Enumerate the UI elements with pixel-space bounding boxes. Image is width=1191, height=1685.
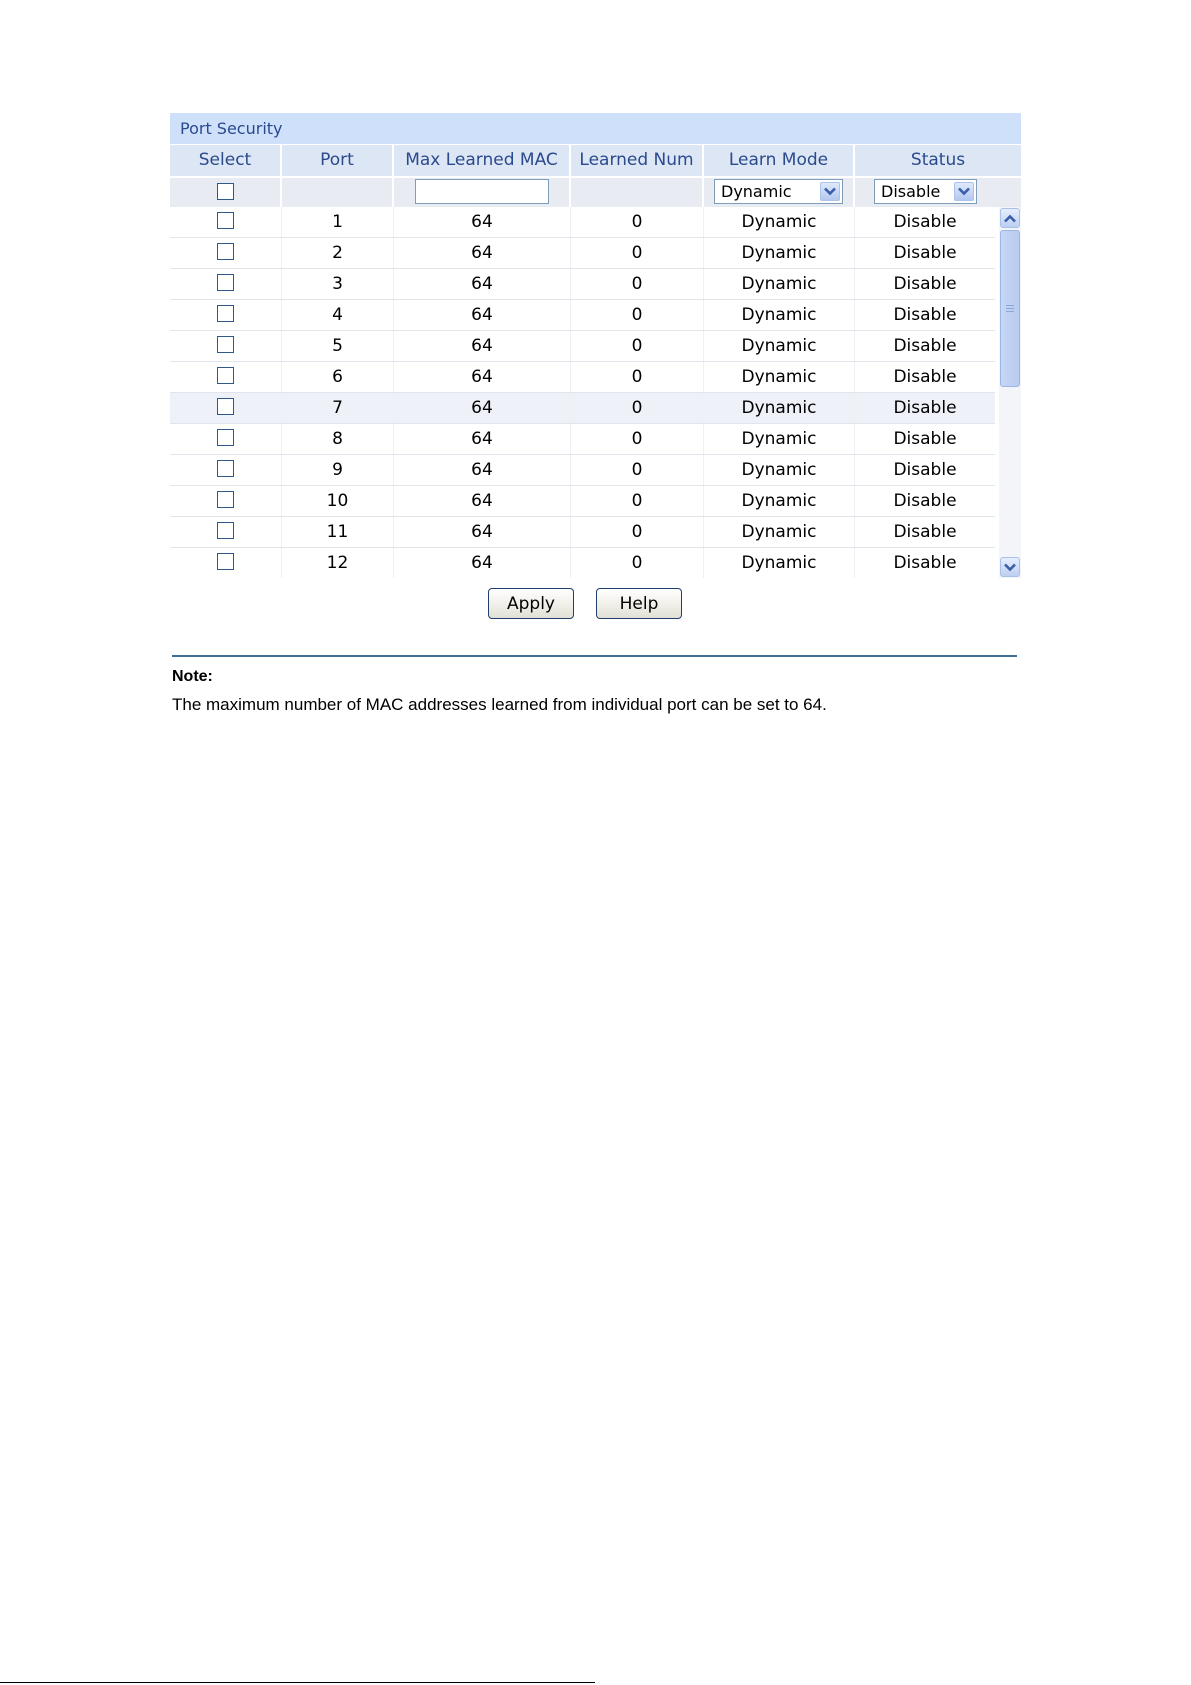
table-row[interactable] xyxy=(170,393,995,424)
status-cell: Disable xyxy=(893,460,957,480)
chevron-down-icon xyxy=(1004,563,1016,572)
port-cell: 4 xyxy=(282,300,394,330)
learn-mode-cell: Dynamic xyxy=(704,269,855,299)
table-row[interactable] xyxy=(170,424,995,455)
status-cell: Disable xyxy=(893,274,957,294)
max-learned-mac-cell: 64 xyxy=(394,424,571,454)
learn-mode-select[interactable] xyxy=(714,179,843,204)
panel-title: Port Security xyxy=(170,113,1021,145)
table-row[interactable] xyxy=(170,362,995,393)
learned-num-cell: 0 xyxy=(571,393,704,423)
port-table-body xyxy=(170,207,995,578)
table-row[interactable] xyxy=(170,300,995,331)
port-cell: 2 xyxy=(282,238,394,268)
learned-num-cell: 0 xyxy=(571,548,704,578)
footer-rule xyxy=(0,1682,595,1683)
max-learned-mac-cell: 64 xyxy=(394,362,571,392)
learn-mode-cell: Dynamic xyxy=(704,393,855,423)
status-cell: Disable xyxy=(893,522,957,542)
learn-mode-cell: Dynamic xyxy=(704,517,855,547)
learn-mode-cell: Dynamic xyxy=(704,300,855,330)
header-status: Status xyxy=(855,145,1021,176)
max-learned-mac-cell: 64 xyxy=(394,455,571,485)
learn-mode-cell: Dynamic xyxy=(704,362,855,392)
apply-button[interactable]: Apply xyxy=(488,588,574,619)
port-cell: 12 xyxy=(282,548,394,578)
learn-mode-cell: Dynamic xyxy=(704,455,855,485)
max-learned-mac-cell: 64 xyxy=(394,517,571,547)
row-select-checkbox[interactable] xyxy=(217,367,234,384)
max-learned-mac-cell: 64 xyxy=(394,269,571,299)
port-cell: 11 xyxy=(282,517,394,547)
max-learned-mac-cell: 64 xyxy=(394,207,571,237)
note-title: Note: xyxy=(172,668,213,685)
learn-mode-value: Dynamic xyxy=(721,182,792,201)
learned-num-cell: 0 xyxy=(571,300,704,330)
port-cell: 8 xyxy=(282,424,394,454)
max-learned-mac-cell: 64 xyxy=(394,300,571,330)
status-cell: Disable xyxy=(893,429,957,449)
row-select-checkbox[interactable] xyxy=(217,522,234,539)
port-list-scroll-area[interactable] xyxy=(170,207,1021,578)
port-cell: 3 xyxy=(282,269,394,299)
learned-num-cell: 0 xyxy=(571,424,704,454)
row-select-checkbox[interactable] xyxy=(217,305,234,322)
bulk-config-row xyxy=(170,176,1021,207)
row-select-checkbox[interactable] xyxy=(217,398,234,415)
table-row[interactable] xyxy=(170,269,995,300)
learn-mode-cell: Dynamic xyxy=(704,548,855,578)
note-text: The maximum number of MAC addresses learned from individual port can be set to 64. xyxy=(172,695,827,714)
status-cell: Disable xyxy=(893,243,957,263)
chevron-up-icon xyxy=(1004,214,1016,223)
header-learn-mode: Learn Mode xyxy=(704,145,855,176)
learn-mode-cell: Dynamic xyxy=(704,331,855,361)
table-row[interactable] xyxy=(170,548,995,578)
max-learned-mac-cell: 64 xyxy=(394,331,571,361)
scrollbar-thumb[interactable] xyxy=(1000,230,1020,387)
port-cell: 7 xyxy=(282,393,394,423)
table-row[interactable] xyxy=(170,486,995,517)
help-button[interactable]: Help xyxy=(596,588,682,619)
table-header xyxy=(170,145,1021,176)
learned-num-cell: 0 xyxy=(571,455,704,485)
table-row[interactable] xyxy=(170,331,995,362)
row-select-checkbox[interactable] xyxy=(217,212,234,229)
table-row[interactable] xyxy=(170,455,995,486)
header-max-learned-mac: Max Learned MAC xyxy=(394,145,571,176)
chevron-down-icon[interactable] xyxy=(820,182,840,201)
header-select: Select xyxy=(170,145,282,176)
max-learned-mac-input[interactable] xyxy=(415,179,549,204)
table-row[interactable] xyxy=(170,207,995,238)
row-select-checkbox[interactable] xyxy=(217,243,234,260)
port-cell: 10 xyxy=(282,486,394,516)
port-cell: 1 xyxy=(282,207,394,237)
scroll-up-button[interactable] xyxy=(1000,208,1020,228)
row-select-checkbox[interactable] xyxy=(217,491,234,508)
max-learned-mac-cell: 64 xyxy=(394,238,571,268)
select-all-checkbox[interactable] xyxy=(217,183,234,200)
port-security-panel xyxy=(170,113,1021,634)
row-select-checkbox[interactable] xyxy=(217,553,234,570)
status-cell: Disable xyxy=(893,336,957,356)
table-row[interactable] xyxy=(170,238,995,269)
row-select-checkbox[interactable] xyxy=(217,460,234,477)
button-bar xyxy=(170,578,1021,634)
status-cell: Disable xyxy=(893,212,957,232)
row-select-checkbox[interactable] xyxy=(217,274,234,291)
grip-icon xyxy=(1005,304,1015,313)
status-select[interactable] xyxy=(874,179,977,204)
learn-mode-cell: Dynamic xyxy=(704,424,855,454)
table-row[interactable] xyxy=(170,517,995,548)
header-port: Port xyxy=(282,145,394,176)
learned-num-cell: 0 xyxy=(571,517,704,547)
learned-num-cell: 0 xyxy=(571,486,704,516)
vertical-scrollbar[interactable] xyxy=(999,207,1021,578)
status-value: Disable xyxy=(881,182,941,201)
learned-num-cell: 0 xyxy=(571,269,704,299)
row-select-checkbox[interactable] xyxy=(217,429,234,446)
status-cell: Disable xyxy=(893,491,957,511)
learn-mode-cell: Dynamic xyxy=(704,238,855,268)
port-cell: 9 xyxy=(282,455,394,485)
learned-num-cell: 0 xyxy=(571,331,704,361)
learn-mode-cell: Dynamic xyxy=(704,207,855,237)
port-cell: 5 xyxy=(282,331,394,361)
max-learned-mac-cell: 64 xyxy=(394,393,571,423)
learned-num-cell: 0 xyxy=(571,207,704,237)
learned-num-cell: 0 xyxy=(571,362,704,392)
learned-num-cell: 0 xyxy=(571,238,704,268)
status-cell: Disable xyxy=(893,398,957,418)
port-cell: 6 xyxy=(282,362,394,392)
status-cell: Disable xyxy=(893,553,957,573)
scroll-down-button[interactable] xyxy=(1000,557,1020,577)
status-cell: Disable xyxy=(893,367,957,387)
header-learned-num: Learned Num xyxy=(571,145,704,176)
row-select-checkbox[interactable] xyxy=(217,336,234,353)
note-divider xyxy=(172,655,1017,657)
learn-mode-cell: Dynamic xyxy=(704,486,855,516)
chevron-down-icon[interactable] xyxy=(954,182,974,201)
status-cell: Disable xyxy=(893,305,957,325)
max-learned-mac-cell: 64 xyxy=(394,486,571,516)
max-learned-mac-cell: 64 xyxy=(394,548,571,578)
